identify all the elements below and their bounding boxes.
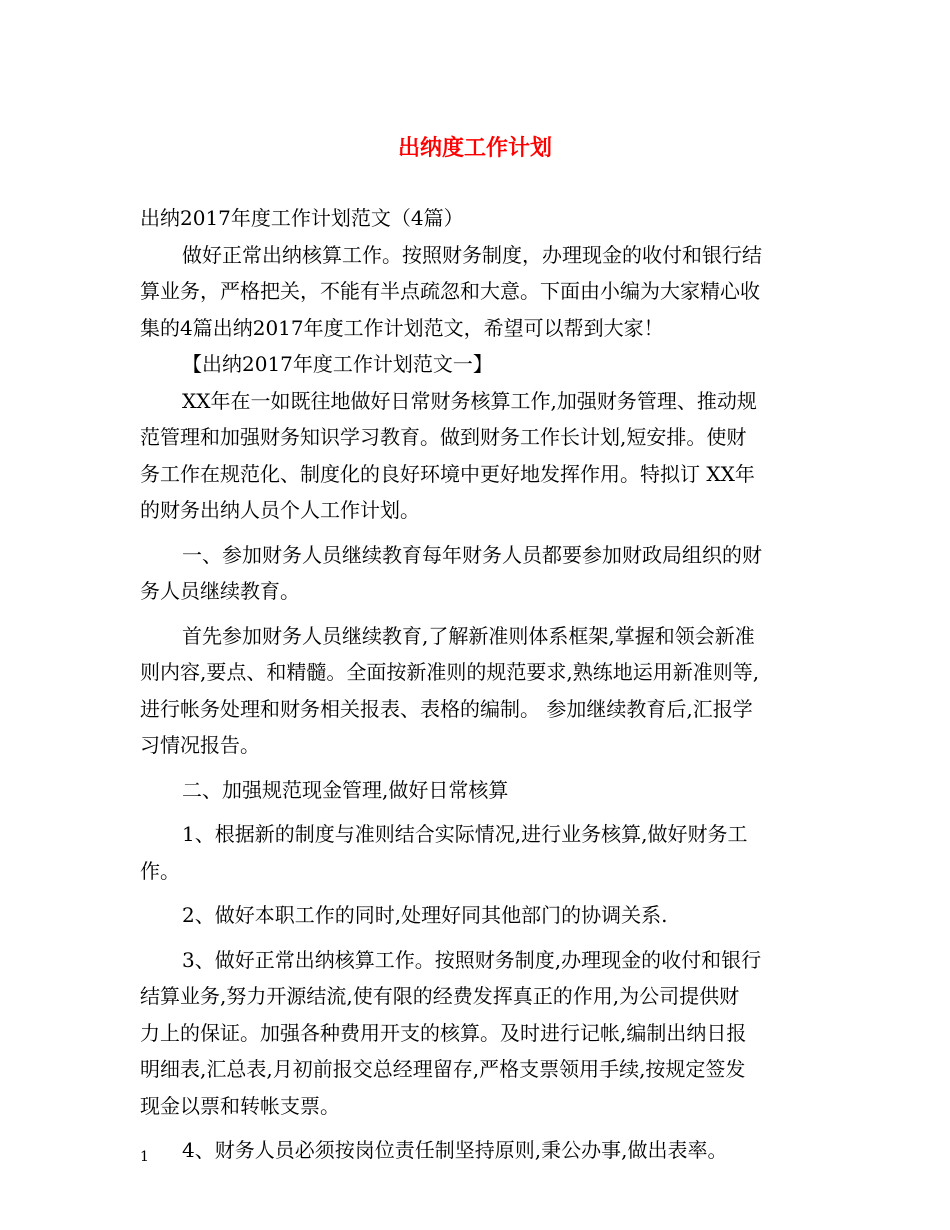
subtitle-line: 出纳2017年度工作计划范文（4篇） (140, 206, 464, 230)
paragraph-gap (140, 934, 815, 942)
paragraph-line: 务工作在规范化、制度化的良好环境中更好地发挥作用。特拟订 XX年 (140, 461, 755, 486)
paragraph-line: 1、根据新的制度与准则结合实际情况,进行业务核算,做好财务工 (182, 822, 748, 846)
paragraph-line: 习情况报告。 (140, 733, 260, 757)
paragraph-line: XX年在一如既往地做好日常财务核算工作,加强财务管理、推动规 (182, 388, 757, 413)
paragraph-line: 做好正常出纳核算工作。按照财务制度，办理现金的收付和银行结 (182, 242, 762, 267)
section-heading: 二、加强规范现金管理,做好日常核算 (182, 777, 509, 802)
paragraph-gap (140, 610, 815, 618)
paragraph-line: 则内容,要点、和精髓。全面按新准则的规范要求,熟练地运用新准则等, (140, 660, 760, 684)
paragraph-line: 范管理和加强财务知识学习教育。做到财务工作长计划,短安排。使财 (140, 425, 747, 449)
paragraph-line: 算业务，严格把关，不能有半点疏忽和大意。下面由小编为大家精心收 (140, 279, 760, 303)
paragraph-gap (140, 808, 815, 816)
paragraph-line: 4、财务人员必须按岗位责任制坚持原则,秉公办事,做出表率。 (182, 1138, 728, 1162)
paragraph-line: 务人员继续教育。 (140, 579, 300, 603)
paragraph-line: 的财务出纳人员个人工作计划。 (140, 498, 420, 522)
paragraph-line: 力上的保证。加强各种费用开支的核算。及时进行记帐,编制出纳日报 (140, 1020, 747, 1045)
paragraph-gap (140, 529, 815, 537)
paragraph-line: 进行帐务处理和财务相关报表、表格的编制。 参加继续教育后,汇报学 (140, 696, 753, 721)
paragraph-gap (140, 889, 815, 897)
document-title: 出纳度工作计划 (397, 135, 552, 161)
page-number: 1 (140, 1149, 149, 1165)
section-heading: 【出纳2017年度工作计划范文一】 (182, 352, 493, 376)
document-body (140, 200, 815, 1169)
paragraph-line: 作。 (140, 858, 180, 883)
paragraph-line: 现金以票和转帐支票。 (140, 1093, 340, 1118)
paragraph-line: 2、做好本职工作的同时,处理好同其他部门的协调关系. (182, 903, 668, 927)
paragraph-line: 集的4篇出纳2017年度工作计划范文，希望可以帮到大家！ (140, 315, 664, 340)
paragraph-line: 一、参加财务人员继续教育每年财务人员都要参加财政局组织的财 (182, 542, 762, 567)
paragraph-line: 结算业务,努力开源结流,使有限的经费发挥真正的作用,为公司提供财 (140, 984, 740, 1008)
paragraph-gap (140, 1124, 815, 1132)
paragraph-gap (140, 764, 815, 772)
paragraph-line: 3、做好正常出纳核算工作。按照财务制度,办理现金的收付和银行 (182, 947, 762, 972)
paragraph-line: 首先参加财务人员继续教育,了解新准则体系框架,掌握和领会新准 (182, 623, 755, 648)
paragraph-line: 明细表,汇总表,月初前报交总经理留存,严格支票领用手续,按规定签发 (140, 1057, 746, 1081)
